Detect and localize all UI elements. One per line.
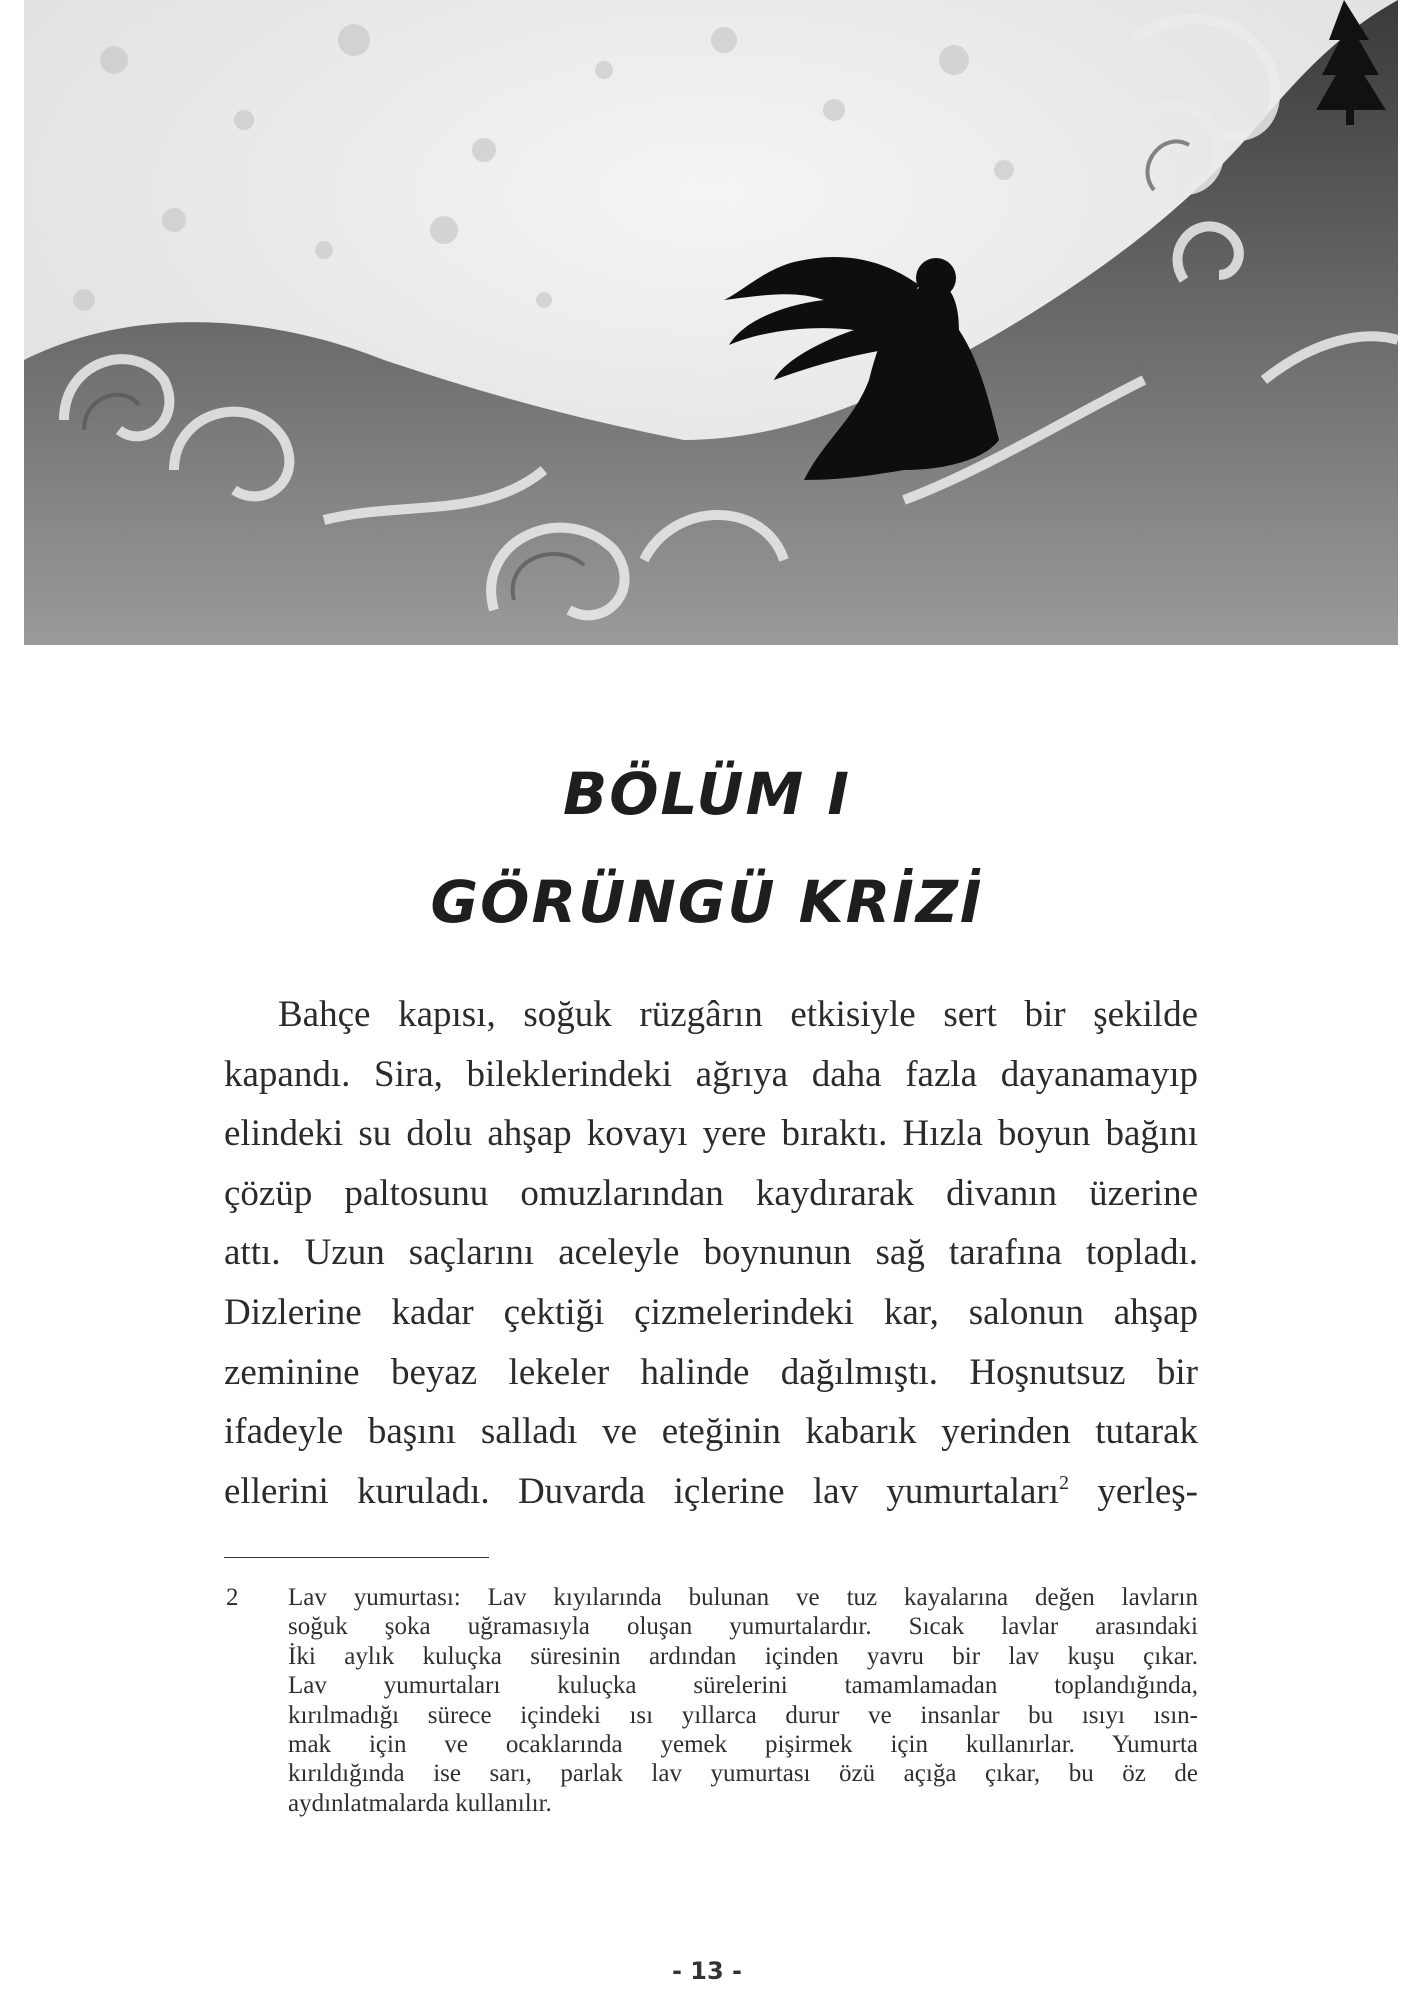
footnote-line: aydınlatmalarda kullanılır. xyxy=(288,1789,552,1817)
body-line-text: ellerini kuruladı. Duvarda içlerine lav yumurtaları xyxy=(224,1470,1060,1512)
footnote-line: İki aylık kuluçka süresinin ardından içinden yavru bir lav kuşu çıkar. xyxy=(288,1642,1198,1670)
body-line: elindeki su dolu ahşap kovayı yere bıraktı. Hızla boyun bağını xyxy=(224,1113,1198,1155)
footnote-line: kırıldığında ise sarı, parlak lav yumurtası özü açığa çıkar, bu öz de xyxy=(288,1760,1198,1788)
body-paragraph xyxy=(224,985,1198,1521)
body-line: attı. Uzun saçlarını aceleyle boynunun sağ tarafına topladı. xyxy=(224,1232,1198,1274)
footnote-divider xyxy=(224,1557,489,1558)
footnote-reference: 2 xyxy=(1059,1471,1070,1494)
body-line: Dizlerine kadar çektiği çizmelerindeki kar, salonun ahşap xyxy=(224,1291,1198,1333)
chapter-heading xyxy=(0,740,1414,956)
wind-swirls-girl-illustration xyxy=(24,0,1398,645)
footnote-line: Lav yumurtaları kuluçka sürelerini tamamlamadan toplandığında, xyxy=(288,1672,1198,1700)
chapter-title: GÖRÜNGÜ KRİZİ xyxy=(430,868,984,936)
footnote-line: soğuk şoka uğramasıyla oluşan yumurtalardır. Sıcak lavlar arasındaki xyxy=(288,1613,1198,1641)
body-line: Bahçe kapısı, soğuk rüzgârın etkisiyle sert bir şekilde xyxy=(278,994,1198,1035)
footnote-text xyxy=(288,1583,1198,1818)
footnote-line: Lav yumurtası: Lav kıyılarında bulunan ve tuz kayalarına değen lavların xyxy=(288,1584,1198,1611)
body-line: ifadeyle başını salladı ve eteğinin kabarık yerinden tutarak xyxy=(224,1411,1198,1453)
page-number: - 13 - xyxy=(671,1957,743,1985)
body-line-last xyxy=(224,1462,1198,1522)
footnote-line: mak için ve ocaklarında yemek pişirmek için kullanırlar. Yumurta xyxy=(288,1731,1198,1759)
chapter-illustration xyxy=(24,0,1398,645)
footnote-line: kırılmadığı sürece içindeki ısı yıllarca durur ve insanlar bu ısıyı ısın- xyxy=(288,1701,1198,1729)
body-line: zeminine beyaz lekeler halinde dağılmıştı. Hoşnutsuz bir xyxy=(224,1351,1198,1393)
chapter-number: BÖLÜM I xyxy=(563,760,851,828)
body-line: çözüp paltosunu omuzlarından kaydırarak divanın üzerine xyxy=(224,1172,1198,1214)
body-line: kapandı. Sira, bileklerindeki ağrıya daha fazla dayanamayıp xyxy=(224,1053,1198,1095)
body-line-suffix: yerleş- xyxy=(1097,1470,1198,1512)
footnote-number: 2 xyxy=(226,1584,239,1611)
